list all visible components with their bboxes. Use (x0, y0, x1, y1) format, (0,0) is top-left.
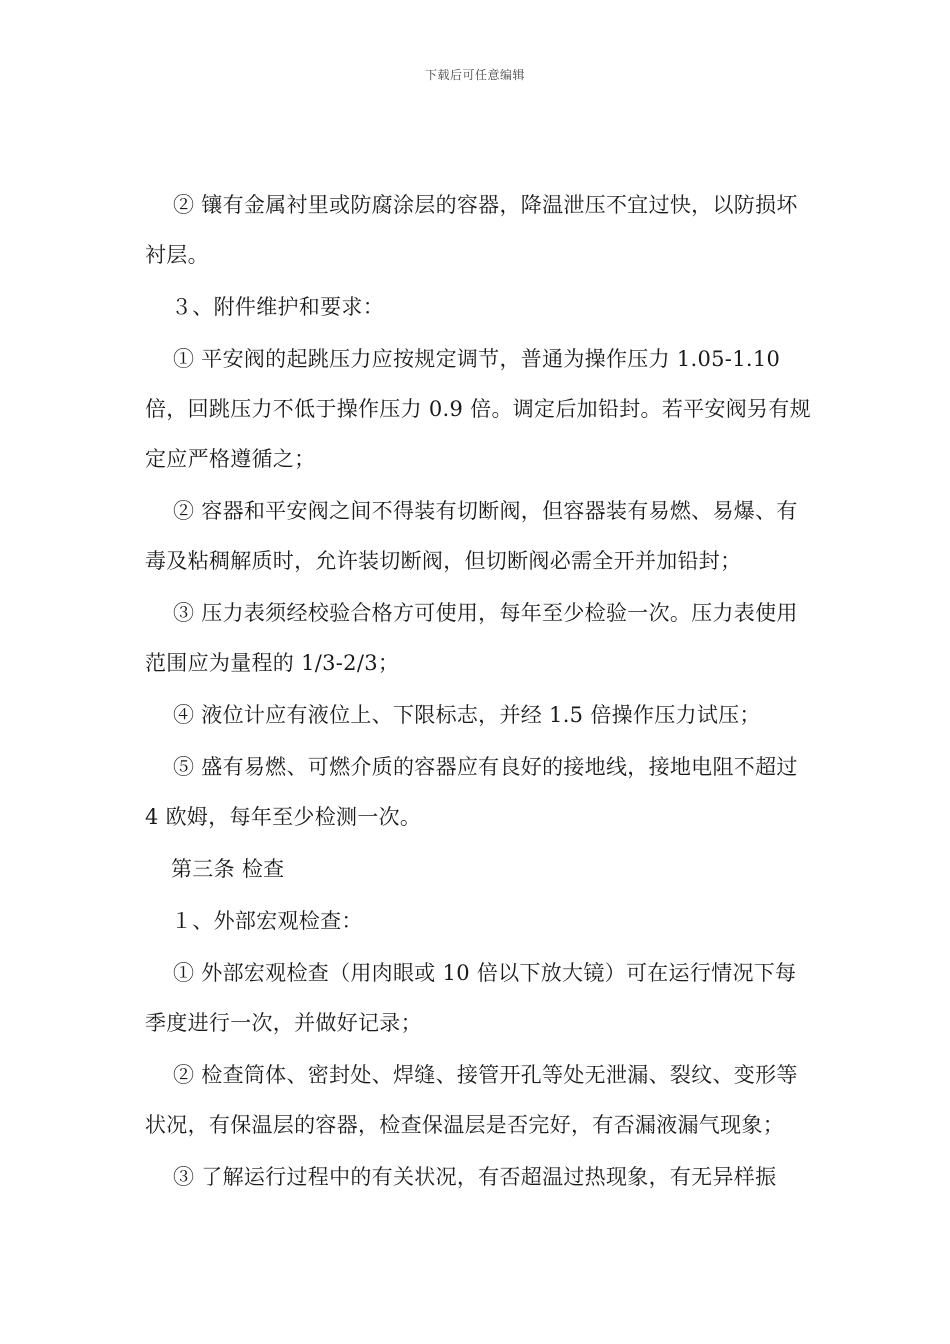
paragraph-grounding: ⑤ 盛有易燃、可燃介质的容器应有良好的接地线，接地电阻不超过 4 欧姆，每年至少检测一次。 (145, 755, 798, 829)
paragraph-level-gauge: ④ 液位计应有液位上、下限标志，并经 1.5 倍操作压力试压； (173, 703, 761, 727)
paragraph-visual-inspection: ① 外部宏观检查（用肉眼或 10 倍以下放大镜）可在运行情况下每季度进行一次，并做好记录； (145, 961, 797, 1035)
paragraph-lining-cooling: ② 镶有金属衬里或防腐涂层的容器，降温泄压不宜过快，以防损坏衬层。 (145, 193, 798, 267)
paragraph-shutoff-valve: ② 容器和平安阀之间不得装有切断阀，但容器装有易燃、易爆、有毒及粘稠解质时，允许装切断阀，但切断阀必需全开并加铅封； (145, 499, 798, 573)
section-heading-external-inspection: １、外部宏观检查： (171, 909, 363, 933)
paragraph-leak-check: ② 检查筒体、密封处、焊缝、接管开孔等处无泄漏、裂纹、变形等状况，有保温层的容器，检查保温层是否完好，有否漏液漏气现象； (145, 1063, 798, 1137)
paragraph-pressure-gauge: ③ 压力表须经校验合格方可使用，每年至少检验一次。压力表使用范围应为量程的 1/3-2/3； (145, 601, 798, 675)
document-body (145, 180, 811, 1204)
paragraph-safety-valve: ① 平安阀的起跳压力应按规定调节，普通为操作压力 1.05-1.10 倍，回跳压力不低于操作压力 0.9 倍。调定后加铅封。若平安阀另有规定应严格遵循之； (145, 347, 811, 471)
article-heading-inspection: 第三条 检查 (171, 857, 285, 881)
section-heading-accessories: ３、附件维护和要求： (171, 295, 384, 319)
paragraph-operation-status: ③ 了解运行过程中的有关状况，有否超温过热现象，有无异样振 (173, 1165, 777, 1189)
page-header: 下载后可任意编辑 (424, 68, 525, 82)
